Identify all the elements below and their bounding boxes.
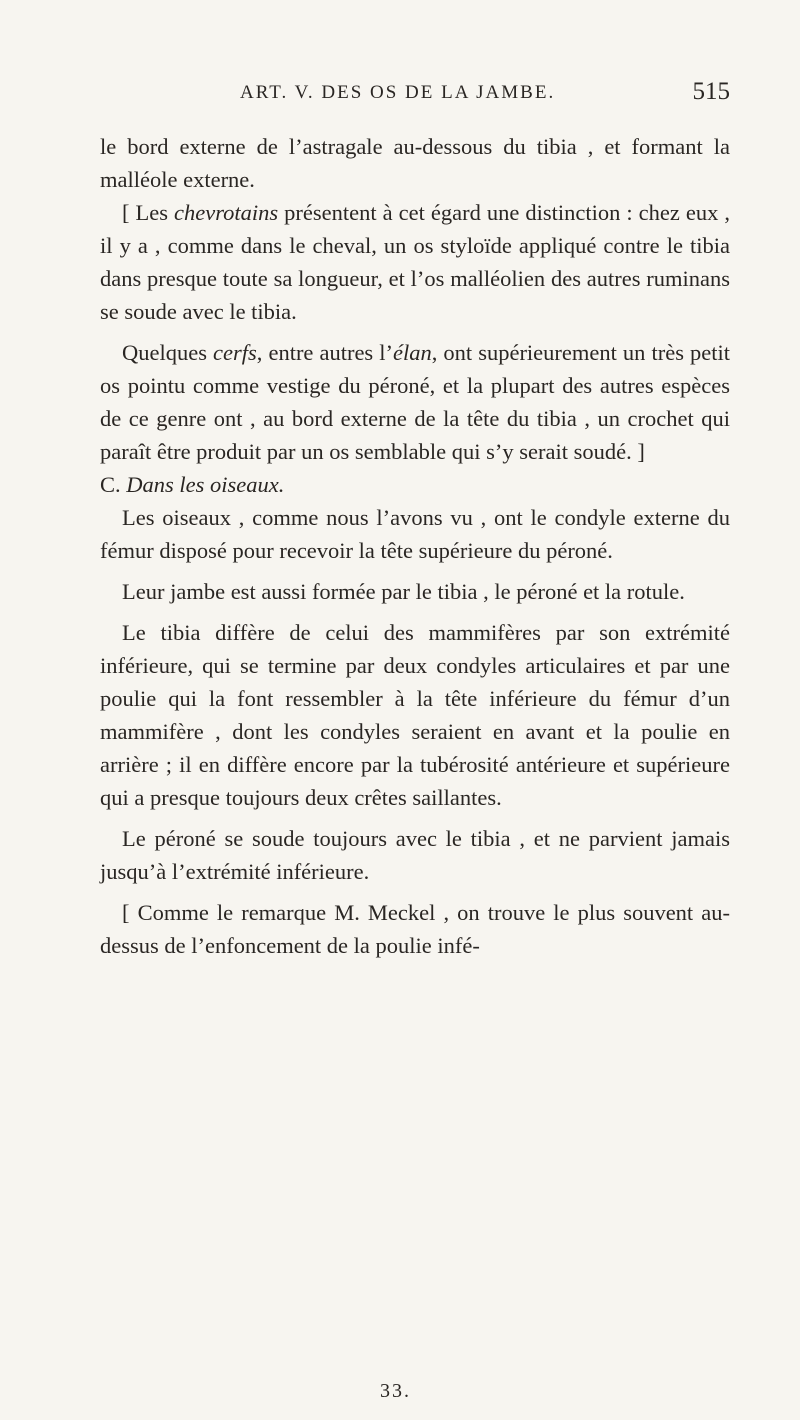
paragraph-6: Le tibia diffère de celui des mammifères par son extrémité inférieure, qui se termine par deux condyles articulaires et par une poulie qui la font ressembler à la tête inférieure du fémur d’un mammifère , dont les condyles seraient en avant et la poulie en arrière ; il en diffère encore par la tubérosité antérieure et supérieure qui a presque toujours deux crêtes saillantes.	[100, 620, 730, 810]
paragraph-7: Le péroné se soude toujours avec le tibia , et ne parvient jamais jusqu’à l’extrémité inférieure.	[100, 826, 730, 884]
paragraph-2	[100, 196, 730, 328]
paragraph-2-rest: présentent à cet égard une distinction : chez eux , il y a , comme dans le cheval, un os styloïde appliqué contre le tibia dans presque toute sa longueur, et l’os malléolien des autres ruminans se soude avec le tibia.	[100, 200, 730, 324]
running-title: ART. V. DES OS DE LA JAMBE.	[240, 82, 556, 103]
section-label: C.	[100, 472, 127, 497]
running-head	[100, 78, 730, 112]
page-number: 515	[692, 78, 730, 105]
paragraph-1: le bord externe de l’astragale au-dessous du tibia , et formant la malléole externe.	[100, 134, 730, 192]
term-cerfs: cerfs	[213, 340, 257, 365]
paragraph-5: Leur jambe est aussi formée par le tibia , le péroné et la rotule.	[122, 579, 685, 604]
paragraph-3-rest: , ont supérieurement un très petit os pointu comme vestige du péroné, et la plupart des autres espèces de ce genre ont , au bord externe de la tête du tibia , un crochet qui paraît être produit par un os semblable qui s’y serait soudé. ]	[100, 340, 731, 464]
paragraph-3-mid: , entre autres l’	[256, 340, 393, 365]
paragraph-3	[100, 336, 730, 468]
paragraph-4: Les oiseaux , comme nous l’avons vu , ont le condyle externe du fémur disposé pour recevoir la tête supérieure du péroné.	[100, 505, 730, 563]
paragraph-2-open: [ Les	[122, 200, 175, 225]
signature-mark: 33.	[380, 1380, 411, 1402]
term-elan: élan	[392, 340, 432, 365]
body-text	[100, 130, 730, 962]
paragraph-8: [ Comme le remarque M. Meckel , on trouve le plus souvent au-dessus de l’enfoncement de la poulie infé-	[100, 900, 730, 958]
term-chevrotains: chevrotains	[174, 200, 279, 225]
section-heading	[100, 468, 730, 501]
section-title: Dans les oiseaux.	[126, 472, 285, 497]
paragraph-3-open: Quelques	[122, 340, 214, 365]
